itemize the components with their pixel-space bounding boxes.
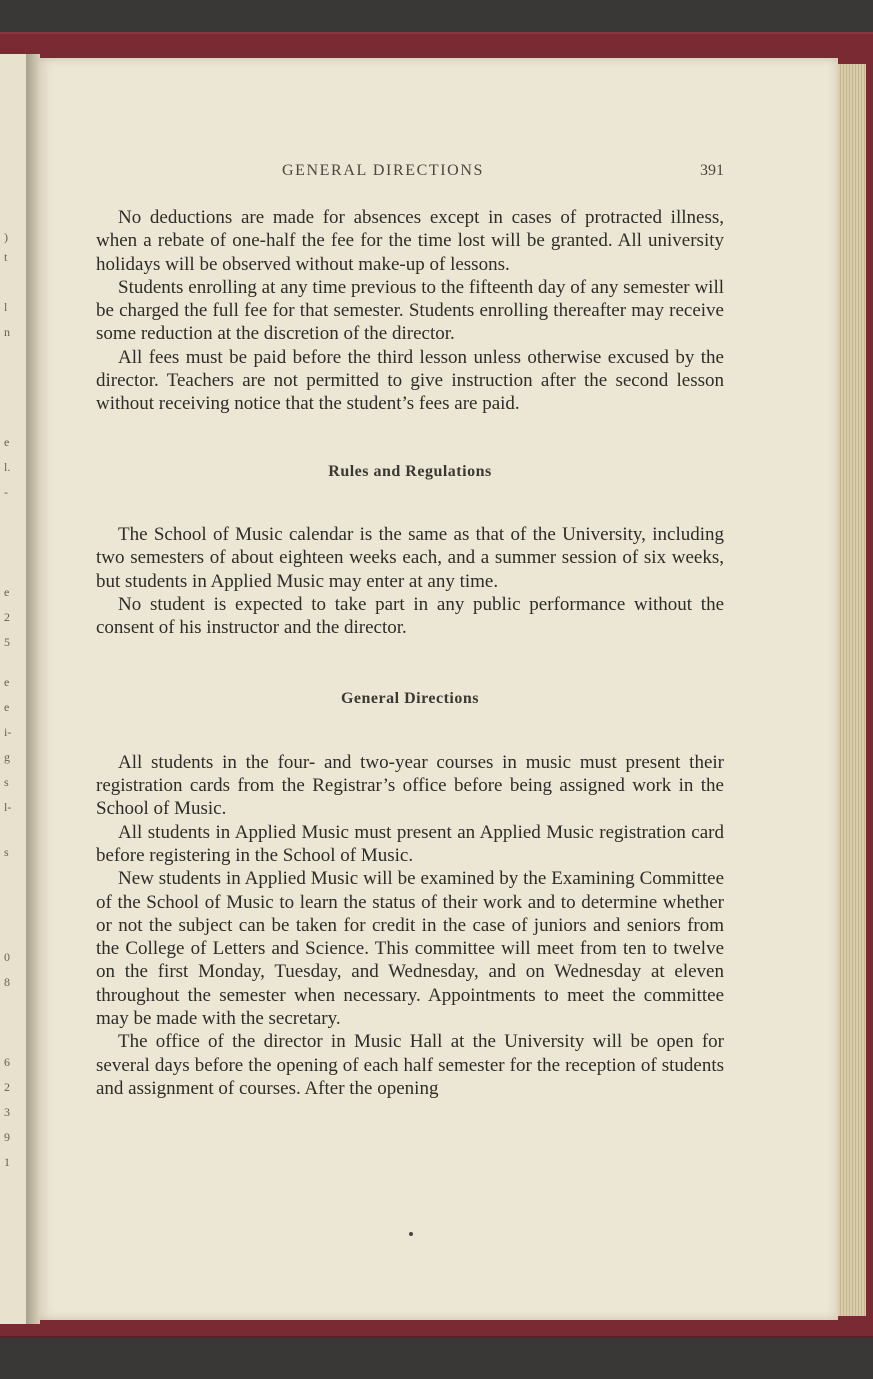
section-heading-rules: Rules and Regulations [328, 462, 492, 480]
running-title: GENERAL DIRECTIONS [282, 162, 484, 179]
page-body [96, 206, 724, 1100]
paragraph-enrolling: Students enrolling at any time previous to the fifteenth day of any semester will be charged the full fee for that semester. Students enrolling thereafter may receive some reduction at the discretion of the director. [96, 276, 724, 345]
section-heading-general-directions: General Directions [340, 690, 479, 708]
page-fore-edge [838, 64, 866, 1316]
facing-page-bleed: ) t l n e l. - e 2 5 e e i- g s l- s 0 8 6 2 3 9 1 [4, 230, 12, 1169]
page-header [118, 162, 724, 184]
paragraph-applied-music-card: All students in Applied Music must present an Applied Music registration card before registering in the School of Music. [96, 821, 724, 866]
paragraph-examining-committee: New students in Applied Music will be examined by the Examining Committee of the School of Music to learn the status of their work and to determine whether or not the subject can be taken for credit in the case of juniors and seniors from the College of Letters and Science. This committee will meet from ten to twelve on the first Monday, Tuesday, and Wednesday, and on Wednesday at eleven throughout the semester when necessary. Appointments to meet the committee may be made with the secretary. [96, 868, 724, 1030]
page-speck [409, 1232, 413, 1236]
paragraph-fees: All fees must be paid before the third lesson unless otherwise excused by the director. Teachers are not permitted to give instruction after the second lesson without receiving notice that the student’s fees are paid. [96, 346, 724, 415]
paragraph-director-office: The office of the director in Music Hall at the University will be open for several days before the opening of each half semester for the reception of students and assignment of courses. After the opening [96, 1031, 724, 1099]
paragraph-performance: No student is expected to take part in any public performance without the consent of his instructor and the director. [96, 593, 724, 639]
paragraph-calendar: The School of Music calendar is the same as that of the University, including two semesters of about eighteen weeks each, and a summer session of six weeks, but students in Applied Music may enter at any time. [96, 523, 724, 592]
paragraph-absences: No deductions are made for absences except in cases of protracted illness, when a rebate of one-half the fee for the time lost will be granted. All university holidays will be observed without make-up of lessons. [96, 207, 724, 275]
page-number: 391 [700, 162, 724, 179]
paragraph-registration-cards: All students in the four- and two-year courses in music must present their registration cards from the Registrar’s office before being assigned work in the School of Music. [96, 751, 724, 820]
